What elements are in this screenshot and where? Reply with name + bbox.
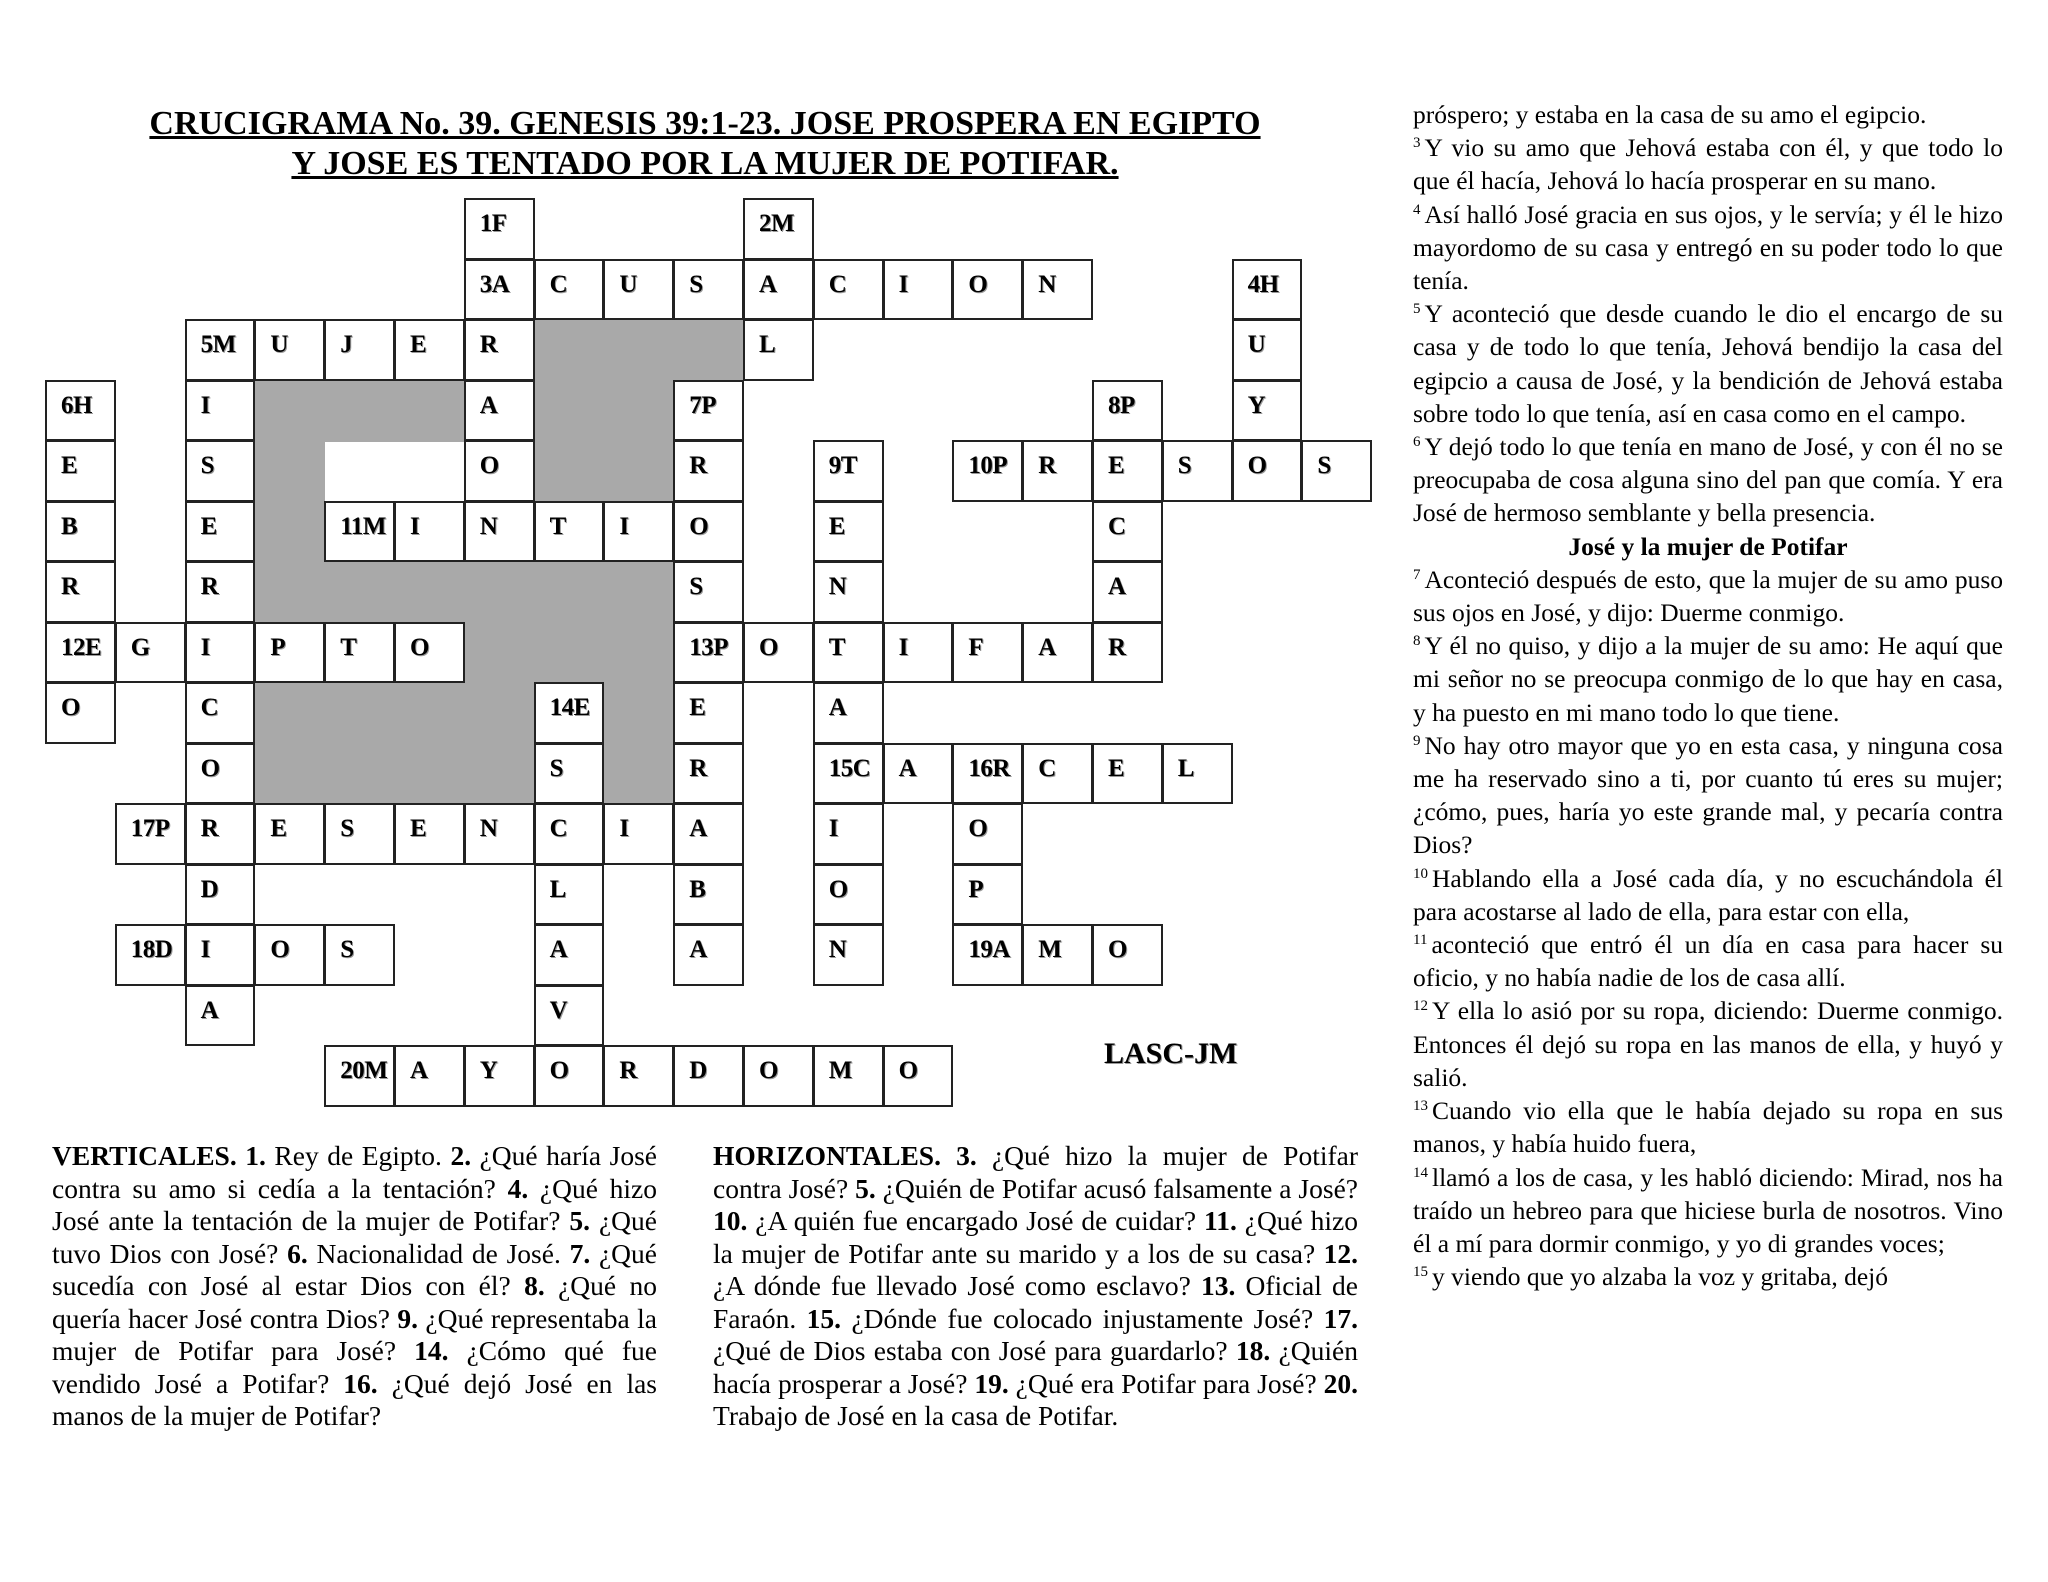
verse-text: Y aconteció que desde cuando le dio el encargo de su casa y de todo lo que tenía, Jehová bendijo la casa del egipcio a causa de José, y la bendición de Jehová estaba sobre todo lo que tenía, así en casa como en el campo. [1413,299,2003,428]
clue-number: 10. [713,1205,748,1236]
crossword-cell[interactable]: A [883,743,954,805]
verse-number: 15 [1413,1264,1428,1281]
crossword-cell[interactable]: E [45,440,116,502]
crossword-cell[interactable]: I [394,501,465,563]
verse-text: Cuando vio ella que le había dejado su ropa en sus manos, y había huido fuera, [1413,1096,2003,1159]
crossword-cell[interactable]: O [813,864,884,926]
clue-number: 5. [569,1205,590,1236]
crossword-cell[interactable]: N [464,501,535,563]
clue-number: 9. [397,1302,419,1334]
verse-number: 13 [1413,1098,1428,1115]
crossword-cell[interactable]: T [324,622,395,684]
crossword-cell[interactable]: O [883,1045,954,1107]
crossword-cell[interactable]: R [185,803,256,865]
crossword-cell[interactable]: 8P [1092,380,1163,442]
crossword-cell[interactable]: A [464,380,535,442]
shaded-block [534,561,605,623]
crossword-cell[interactable]: 12E [45,622,116,684]
clue-number: 13. [1201,1270,1236,1301]
shaded-block [254,440,325,502]
verse [1413,131,2003,197]
shaded-block [464,743,535,805]
crossword-cell[interactable]: J [324,319,395,381]
crossword-cell[interactable]: O [464,440,535,502]
crossword-cell[interactable]: C [534,259,605,321]
clue-number: 2. [450,1140,472,1171]
crossword-cell[interactable]: N [464,803,535,865]
shaded-block [464,682,535,744]
crossword-cell[interactable]: E [254,803,325,865]
crossword-cell[interactable]: 16R [952,743,1023,805]
crossword-cell[interactable]: 3A [464,259,535,321]
verse-number: 4 [1413,201,1421,218]
crossword-cell[interactable]: U [254,319,325,381]
clue-number: 12. [1323,1237,1358,1269]
clue-text: ¿A dónde fue llevado José como esclavo? [713,1270,1202,1301]
verse-text: Aconteció después de esto, que la mujer de su amo puso sus ojos en José, y dijo: Duerme conmigo. [1413,564,2003,628]
clue-number: 17. [1323,1302,1358,1334]
crossword-cell[interactable]: B [45,501,116,563]
shaded-block [324,682,395,744]
crossword-cell[interactable]: D [185,864,256,926]
crossword-cell[interactable]: 17P [115,803,186,865]
verse [1413,563,2003,629]
shaded-block [254,561,325,623]
crossword-cell[interactable]: R [185,561,256,623]
shaded-block [603,622,674,684]
verse-number: 14 [1413,1164,1428,1181]
clue-text: ¿Qué hizo la mujer de Potifar ante su marido y a los de su casa? [713,1205,1358,1269]
clue-number: 14. [414,1335,449,1366]
verse-number: 8 [1413,633,1421,650]
clue-text: ¿Qué representaba la mujer de Potifar para José? [52,1302,657,1366]
crossword-cell[interactable]: R [1092,622,1163,684]
clue-text: ¿Qué haría José contra su amo si cedía a la tentación? [52,1140,658,1204]
crossword-cell[interactable]: O [185,743,256,805]
crossword-cell[interactable]: R [673,743,744,805]
clue-number: 11. [1203,1205,1237,1236]
verse [1413,629,2003,729]
crossword-cell[interactable]: G [115,622,186,684]
clue-text: Rey de Egipto. [265,1140,451,1171]
crossword-cell[interactable]: 1F [464,198,535,260]
shaded-block [464,561,535,623]
verse-text: Y ella lo asió por su ropa, diciendo: Duerme conmigo. Entonces él dejó su ropa en las manos de ella, y huyó y salió. [1413,996,2003,1092]
crossword-cell[interactable]: L [1162,743,1233,805]
vertical-clues [52,1140,657,1433]
crossword-cell[interactable]: T [813,622,884,684]
crossword-cell[interactable]: F [952,622,1023,684]
verse [1413,1260,2003,1293]
verse [1413,430,2003,530]
crossword-cell[interactable]: O [254,924,325,986]
verse-text: aconteció que entró él un día en casa para hacer su oficio, y no había nadie de los de casa allí. [1413,930,2003,993]
shaded-block [324,743,395,805]
crossword-cell[interactable]: O [743,1045,814,1107]
verse-text: y viendo que yo alzaba la voz y gritaba, dejó [1432,1262,1888,1292]
crossword-cell[interactable]: I [185,380,256,442]
clue-text: ¿Quién hacía prosperar a José? [713,1335,1358,1399]
clue-number: 4. [507,1172,529,1204]
crossword-cell[interactable]: E [673,682,744,744]
verse-text: Y vio su amo que Jehová estaba con él, y que todo lo que él hacía, Jehová lo hacía prosperar en su mano. [1413,133,2003,196]
shaded-block [534,380,605,442]
clue-text: ¿Qué sucedía con José al estar Dios con él? [52,1237,657,1301]
shaded-block [534,440,605,502]
shaded-block [603,561,674,623]
verse-text: Y dejó todo lo que tenía en mano de José, y con él no se preocupaba de cosa alguna sino del pan que comía. Y era José de hermoso semblante y bella presencia. [1413,432,2003,528]
clue-text: ¿Cómo qué fue vendido José a Potifar? [52,1335,657,1399]
clue-text: ¿Qué dejó José en las manos de la mujer de Potifar? [52,1367,657,1431]
crossword-cell[interactable]: 6H [45,380,116,442]
clue-number: VERTICALES. [52,1140,237,1171]
crossword-cell[interactable]: I [883,259,954,321]
crossword-cell[interactable]: S [1162,440,1233,502]
shaded-block [394,682,465,744]
crossword-cell[interactable]: U [1232,319,1303,381]
crossword-cell[interactable]: O [743,622,814,684]
crossword-cell[interactable]: A [394,1045,465,1107]
verse-number: 5 [1413,301,1421,318]
clue-number: 15. [806,1302,842,1334]
shaded-block [534,622,605,684]
crossword-cell[interactable]: I [883,622,954,684]
clue-text: ¿Qué tuvo Dios con José? [52,1205,657,1269]
crossword-cell[interactable]: N [813,924,884,986]
crossword-cell[interactable]: N [813,561,884,623]
crossword-cell[interactable]: 11M [324,501,395,563]
crossword-cell[interactable]: 9T [813,440,884,502]
clue-number: 5. [855,1172,876,1204]
clue-text: Nacionalidad de José. [307,1237,570,1269]
verse [1413,1094,2003,1160]
crossword-cell[interactable]: C [1022,743,1093,805]
shaded-block [603,380,674,442]
bible-passage [1413,98,2003,1293]
clue-number: 18. [1235,1335,1271,1366]
verse [1413,729,2003,862]
crossword-cell[interactable]: E [1092,743,1163,805]
crossword-cell[interactable]: M [813,1045,884,1107]
crossword-cell[interactable]: C [185,682,256,744]
verse-number: 10 [1413,865,1428,882]
crossword-cell[interactable]: C [1092,501,1163,563]
crossword-cell[interactable]: O [534,1045,605,1107]
crossword-cell[interactable]: A [673,803,744,865]
crossword-cell[interactable]: 20M [324,1045,395,1107]
crossword-cell[interactable]: M [1022,924,1093,986]
shaded-block [603,440,674,502]
verse [1413,198,2003,298]
clue-text: ¿Quién de Potifar acusó falsamente a José? [875,1172,1358,1204]
crossword-cell[interactable]: S [534,743,605,805]
verse-number: 9 [1413,732,1421,749]
clue-number: 19. [974,1367,1009,1399]
crossword-cell[interactable]: O [952,803,1023,865]
crossword-cell[interactable]: S [673,259,744,321]
clue-text: ¿Dónde fue colocado injustamente José? [841,1302,1324,1334]
shaded-block [254,501,325,563]
crossword-cell[interactable]: Y [464,1045,535,1107]
clue-text: ¿Qué hizo la mujer de Potifar contra José? [713,1140,1358,1204]
shaded-block [254,682,325,744]
verse-number: 11 [1413,932,1428,949]
clue-text: ¿Qué era Potifar para José? [1008,1367,1324,1399]
title-line-1: CRUCIGRAMA No. 39. GENESIS 39:1-23. JOSE PROSPERA EN EGIPTO [149,105,1261,142]
crossword-cell[interactable]: C [813,259,884,321]
author-signature: LASC-JM [1104,1037,1238,1070]
crossword-cell[interactable]: S [673,561,744,623]
shaded-block [394,561,465,623]
clue-number: 3. [940,1140,977,1171]
crossword-cell[interactable]: O [45,682,116,744]
crossword-cell[interactable]: O [952,259,1023,321]
crossword-cell[interactable]: R [1022,440,1093,502]
crossword-cell[interactable]: A [1022,622,1093,684]
crossword-cell[interactable]: V [534,985,605,1047]
verse-text: Hablando ella a José cada día, y no escuchándola él para acostarse al lado de ella, para estar con ella, [1413,863,2003,926]
verse [1413,98,2003,131]
shaded-block [464,622,535,684]
verse-number: 6 [1413,434,1421,451]
crossword-cell[interactable]: I [603,803,674,865]
crossword-cell[interactable]: 7P [673,380,744,442]
verse-text: Y él no quiso, y dijo a la mujer de su amo: He aquí que mi señor no se preocupa conmigo de lo que hay en casa, y ha puesto en mi mano todo lo que tiene. [1413,631,2003,727]
verse [1413,928,2003,994]
crossword-cell[interactable]: A [813,682,884,744]
clue-text: ¿Qué hizo José ante la tentación de la mujer de Potifar? [52,1172,658,1236]
crossword-cell[interactable]: I [813,803,884,865]
crossword-cell[interactable]: R [603,1045,674,1107]
clue-text: Trabajo de José en la casa de Potifar. [713,1400,1119,1431]
shaded-block [603,319,674,381]
crossword-cell[interactable]: L [743,319,814,381]
crossword-cell[interactable]: R [673,440,744,502]
section-heading: José y la mujer de Potifar [1568,531,1848,561]
crossword-cell[interactable]: 13P [673,622,744,684]
verse-number: 3 [1413,135,1421,152]
crossword-cell[interactable]: C [534,803,605,865]
crossword-cell[interactable]: O [1232,440,1303,502]
crossword-cell[interactable]: 19A [952,924,1023,986]
shaded-block [534,319,605,381]
clue-text: ¿Qué de Dios estaba con José para guardarlo? [713,1335,1236,1366]
crossword-cell[interactable]: E [394,803,465,865]
shaded-block [254,380,325,442]
crossword-cell[interactable]: 4H [1232,259,1303,321]
shaded-block [324,380,395,442]
crossword-cell[interactable]: T [534,501,605,563]
crossword-cell[interactable]: D [673,1045,744,1107]
crossword-cell[interactable]: I [603,501,674,563]
horizontal-clues [713,1140,1358,1433]
crossword-cell[interactable]: S [185,440,256,502]
shaded-block [254,743,325,805]
crossword-cell[interactable]: B [673,864,744,926]
crossword-cell[interactable]: 5M [185,319,256,381]
crossword-cell[interactable]: U [603,259,674,321]
clue-number: HORIZONTALES. [713,1140,941,1171]
crossword-cell[interactable]: O [1092,924,1163,986]
shaded-block [324,561,395,623]
crossword-cell[interactable]: O [394,622,465,684]
verse-text: próspero; y estaba en la casa de su amo el egipcio. [1413,100,1927,129]
clue-text: ¿A quién fue encargado José de cuidar? [747,1205,1204,1236]
crossword-cell[interactable]: E [394,319,465,381]
crossword-cell[interactable]: A [185,985,256,1047]
crossword-cell[interactable]: I [185,622,256,684]
crossword-cell[interactable]: O [673,501,744,563]
verse [1413,862,2003,928]
verse [1413,994,2003,1094]
clue-number: 8. [524,1270,545,1301]
verse-number: 7 [1413,566,1421,583]
verse-text: Así halló José gracia en sus ojos, y le servía; y él le hizo mayordomo de su casa y entregó en su poder todo lo que tenía. [1413,199,2003,296]
verse [1413,297,2003,430]
crossword-cell[interactable]: E [813,501,884,563]
crossword-cell[interactable]: L [534,864,605,926]
crossword-cell[interactable]: Y [1232,380,1303,442]
crossword-cell[interactable]: P [254,622,325,684]
crossword-cell[interactable]: E [1092,440,1163,502]
clue-number: 20. [1323,1367,1358,1399]
crossword-cell[interactable]: R [45,561,116,623]
shaded-block [603,682,674,744]
crossword-cell[interactable]: 2M [743,198,814,260]
crossword-cell[interactable]: R [464,319,535,381]
clue-text: Oficial de Faraón. [713,1270,1359,1334]
clue-number: 1. [236,1140,266,1171]
clue-text: ¿Qué no quería hacer José contra Dios? [52,1270,657,1334]
crossword-cell[interactable]: A [743,259,814,321]
crossword-cell[interactable]: A [1092,561,1163,623]
verse-text: llamó a los de casa, y les habló diciendo: Mirad, nos ha traído un hebreo para que hiciese burla de nosotros. Vino él a mí para dormir conmigo, y yo di grandes voces; [1413,1162,2003,1258]
crossword-cell[interactable]: I [185,924,256,986]
shaded-block [673,319,744,381]
crossword-cell[interactable]: 18D [115,924,186,986]
crossword-grid [0,0,1380,1110]
crossword-cell[interactable]: E [185,501,256,563]
verse-text: No hay otro mayor que yo en esta casa, y ninguna cosa me ha reservado sino a ti, por cuanto tú eres su mujer; ¿cómo, pues, haría yo este grande mal, y pecaría contra Dios? [1413,730,2003,860]
clue-number: 7. [569,1237,591,1269]
clue-number: 6. [287,1237,308,1269]
crossword-cell[interactable]: A [534,924,605,986]
crossword-cell[interactable]: A [673,924,744,986]
crossword-cell[interactable]: S [1301,440,1372,502]
crossword-cell[interactable]: 14E [534,682,605,744]
shaded-block [394,380,465,442]
crossword-cell[interactable]: P [952,864,1023,926]
crossword-cell[interactable]: 10P [952,440,1023,502]
title-line-2: Y JOSE ES TENTADO POR LA MUJER DE POTIFAR. [291,145,1119,182]
crossword-cell[interactable]: S [324,924,395,986]
clue-number: 16. [343,1367,378,1399]
shaded-block [603,743,674,805]
crossword-cell[interactable]: N [1022,259,1093,321]
verse [1413,1161,2003,1261]
verse-number: 12 [1413,998,1428,1015]
crossword-cell[interactable]: 15C [813,743,884,805]
crossword-cell[interactable]: S [324,803,395,865]
shaded-block [394,743,465,805]
